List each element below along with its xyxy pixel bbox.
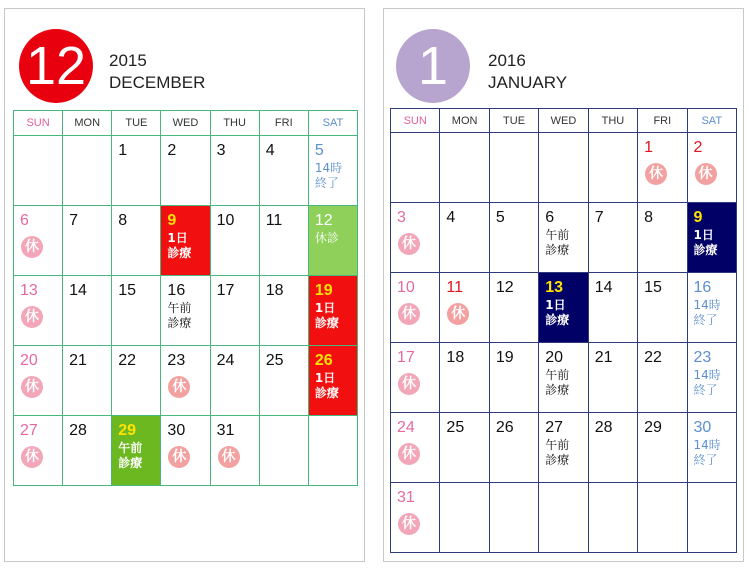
empty-day-cell: [14, 136, 63, 206]
weekday-header: THU: [588, 109, 637, 133]
day-cell: [391, 483, 440, 553]
day-cell: [638, 273, 687, 343]
day-number: 9: [167, 212, 177, 229]
closed-day-icon: 休: [398, 373, 420, 395]
day-note: 14時 終了: [314, 161, 343, 190]
weekday-header: SAT: [308, 111, 357, 136]
day-cell: [539, 203, 588, 273]
day-number: 10: [397, 279, 415, 296]
day-number: 21: [69, 352, 87, 369]
day-cell: [440, 343, 489, 413]
day-cell: [161, 416, 210, 486]
day-note: 休診: [314, 231, 339, 245]
week-row: [391, 343, 737, 413]
day-cell: [308, 276, 357, 346]
day-number: 31: [397, 489, 415, 506]
day-number: 27: [545, 419, 564, 436]
calendar-grid: [390, 108, 737, 553]
week-row: [14, 416, 358, 486]
day-note: 午前 診療: [545, 368, 570, 397]
day-note: 午前 診療: [545, 438, 570, 467]
day-number: 19: [314, 282, 333, 299]
empty-day-cell: [440, 483, 489, 553]
month-number-badge: 1: [396, 29, 470, 103]
day-cell: [161, 136, 210, 206]
day-number: 6: [545, 209, 555, 226]
day-cell: [210, 206, 259, 276]
day-cell: [539, 273, 588, 343]
empty-day-cell: [440, 133, 489, 203]
empty-day-cell: [687, 483, 736, 553]
day-number: 13: [545, 279, 564, 296]
day-number: 12: [495, 279, 514, 296]
day-cell: [588, 413, 637, 483]
day-note: 1日 診療: [545, 298, 570, 327]
day-cell: [588, 203, 637, 273]
day-cell: [539, 343, 588, 413]
day-number: 13: [20, 282, 38, 299]
day-cell: [440, 273, 489, 343]
day-number: 5: [314, 142, 324, 159]
closed-day-icon: 休: [447, 303, 469, 325]
weekday-header: TUE: [489, 109, 538, 133]
closed-day-icon: 休: [645, 163, 667, 185]
day-number: 29: [118, 422, 137, 439]
day-cell: [489, 343, 538, 413]
week-row: [391, 483, 737, 553]
day-number: 6: [20, 212, 29, 229]
day-cell: [638, 343, 687, 413]
day-cell: [489, 203, 538, 273]
empty-day-cell: [391, 133, 440, 203]
day-cell: [440, 203, 489, 273]
day-number: 23: [167, 352, 186, 369]
calendar-month-name: DECEMBER: [109, 73, 206, 92]
day-number: 8: [644, 209, 654, 226]
day-number: 14: [69, 282, 87, 299]
day-number: 7: [594, 209, 604, 226]
day-cell: [687, 203, 736, 273]
day-note: 14時 終了: [693, 438, 721, 467]
weekday-header-row: [14, 111, 358, 136]
day-number: 17: [397, 349, 415, 366]
day-cell: [391, 203, 440, 273]
day-cell: [259, 206, 308, 276]
day-cell: [308, 136, 357, 206]
day-number: 26: [495, 419, 514, 436]
day-number: 26: [314, 352, 333, 369]
day-number: 29: [644, 419, 662, 436]
closed-day-icon: 休: [21, 236, 43, 258]
day-cell: [440, 413, 489, 483]
week-row: [14, 276, 358, 346]
day-number: 21: [594, 349, 613, 366]
day-number: 11: [446, 279, 464, 296]
day-number: 14: [594, 279, 613, 296]
day-number: 16: [693, 279, 712, 296]
day-number: 1: [118, 142, 128, 159]
day-number: 22: [118, 352, 137, 369]
weekday-header: SAT: [687, 109, 736, 133]
closed-day-icon: 休: [398, 303, 420, 325]
day-number: 5: [495, 209, 505, 226]
day-number: 30: [167, 422, 186, 439]
closed-day-icon: 休: [695, 163, 717, 185]
january-calendar: [383, 8, 744, 562]
day-number: 2: [693, 139, 703, 156]
day-note: 午前 診療: [545, 228, 570, 257]
weekday-header: THU: [210, 111, 259, 136]
empty-day-cell: [259, 416, 308, 486]
day-number: 4: [446, 209, 456, 226]
calendar-month-name: JANUARY: [488, 73, 568, 92]
day-cell: [638, 413, 687, 483]
empty-day-cell: [539, 133, 588, 203]
day-number: 23: [693, 349, 712, 366]
closed-day-icon: 休: [398, 513, 420, 535]
closed-day-icon: 休: [21, 376, 43, 398]
day-number: 15: [644, 279, 662, 296]
day-cell: [588, 273, 637, 343]
day-cell: [14, 416, 63, 486]
day-number: 2: [167, 142, 177, 159]
day-cell: [63, 416, 112, 486]
week-row: [14, 136, 358, 206]
day-cell: [687, 343, 736, 413]
day-number: 15: [118, 282, 137, 299]
day-number: 3: [216, 142, 226, 159]
weekday-header: SUN: [391, 109, 440, 133]
day-note: 14時 終了: [693, 368, 721, 397]
day-number: 30: [693, 419, 712, 436]
closed-day-icon: 休: [218, 446, 240, 468]
closed-day-icon: 休: [168, 446, 190, 468]
closed-day-icon: 休: [21, 306, 43, 328]
day-number: 7: [69, 212, 79, 229]
day-number: 24: [397, 419, 415, 436]
day-note: 14時 終了: [693, 298, 721, 327]
week-row: [391, 413, 737, 483]
day-cell: [14, 346, 63, 416]
day-note: 午前 診療: [118, 441, 143, 470]
weekday-header: FRI: [259, 111, 308, 136]
weekday-header: FRI: [638, 109, 687, 133]
calendar-year: 2015: [109, 51, 147, 70]
day-number: 16: [167, 282, 186, 299]
day-number: 11: [265, 212, 283, 229]
day-note: 1日 診療: [314, 301, 339, 330]
closed-day-icon: 休: [21, 446, 43, 468]
day-cell: [588, 343, 637, 413]
day-cell: [687, 133, 736, 203]
day-cell: [112, 346, 161, 416]
day-number: 3: [397, 209, 406, 226]
empty-day-cell: [539, 483, 588, 553]
day-cell: [112, 206, 161, 276]
closed-day-icon: 休: [398, 443, 420, 465]
day-number: 25: [265, 352, 284, 369]
day-cell: [63, 276, 112, 346]
day-cell: [539, 413, 588, 483]
december-calendar: [4, 8, 365, 562]
day-number: 12: [314, 212, 333, 229]
day-cell: [14, 276, 63, 346]
day-cell: [489, 273, 538, 343]
day-cell: [391, 343, 440, 413]
calendar-year: 2016: [488, 51, 526, 70]
day-number: 19: [495, 349, 514, 366]
day-note: 1日 診療: [693, 228, 718, 257]
empty-day-cell: [489, 483, 538, 553]
day-cell: [210, 416, 259, 486]
day-number: 28: [594, 419, 613, 436]
day-number: 8: [118, 212, 128, 229]
day-number: 9: [693, 209, 703, 226]
weekday-header: MON: [440, 109, 489, 133]
closed-day-icon: 休: [168, 376, 190, 398]
day-number: 18: [265, 282, 284, 299]
empty-day-cell: [638, 483, 687, 553]
day-cell: [210, 276, 259, 346]
day-cell: [63, 346, 112, 416]
day-note: 1日 診療: [314, 371, 339, 400]
day-cell: [112, 416, 161, 486]
day-number: 18: [446, 349, 465, 366]
weekday-header: SUN: [14, 111, 63, 136]
empty-day-cell: [588, 133, 637, 203]
day-cell: [638, 203, 687, 273]
week-row: [391, 133, 737, 203]
day-cell: [161, 206, 210, 276]
day-number: 4: [265, 142, 275, 159]
month-number-badge: 12: [19, 29, 93, 103]
weekday-header: TUE: [112, 111, 161, 136]
day-number: 10: [216, 212, 235, 229]
day-cell: [638, 133, 687, 203]
day-cell: [259, 136, 308, 206]
empty-day-cell: [308, 416, 357, 486]
week-row: [14, 346, 358, 416]
day-cell: [489, 413, 538, 483]
day-number: 20: [20, 352, 38, 369]
day-cell: [63, 206, 112, 276]
day-cell: [210, 346, 259, 416]
weekday-header: WED: [539, 109, 588, 133]
day-note: 1日 診療: [167, 231, 192, 260]
day-cell: [259, 346, 308, 416]
weekday-header: WED: [161, 111, 210, 136]
day-cell: [14, 206, 63, 276]
day-cell: [112, 276, 161, 346]
weekday-header: MON: [63, 111, 112, 136]
day-cell: [391, 273, 440, 343]
day-cell: [308, 346, 357, 416]
day-number: 25: [446, 419, 465, 436]
day-number: 1: [644, 139, 654, 156]
day-note: 午前 診療: [167, 301, 192, 330]
calendar-grid: [13, 110, 358, 486]
day-cell: [161, 346, 210, 416]
day-number: 28: [69, 422, 87, 439]
week-row: [14, 206, 358, 276]
day-cell: [210, 136, 259, 206]
day-cell: [687, 413, 736, 483]
empty-day-cell: [489, 133, 538, 203]
day-number: 24: [216, 352, 235, 369]
day-number: 17: [216, 282, 235, 299]
weekday-header-row: [391, 109, 737, 133]
day-cell: [687, 273, 736, 343]
empty-day-cell: [63, 136, 112, 206]
day-number: 20: [545, 349, 564, 366]
day-number: 27: [20, 422, 38, 439]
empty-day-cell: [588, 483, 637, 553]
day-number: 22: [644, 349, 662, 366]
day-cell: [259, 276, 308, 346]
day-cell: [391, 413, 440, 483]
week-row: [391, 273, 737, 343]
closed-day-icon: 休: [398, 233, 420, 255]
day-cell: [308, 206, 357, 276]
week-row: [391, 203, 737, 273]
day-cell: [112, 136, 161, 206]
day-cell: [161, 276, 210, 346]
day-number: 31: [216, 422, 235, 439]
